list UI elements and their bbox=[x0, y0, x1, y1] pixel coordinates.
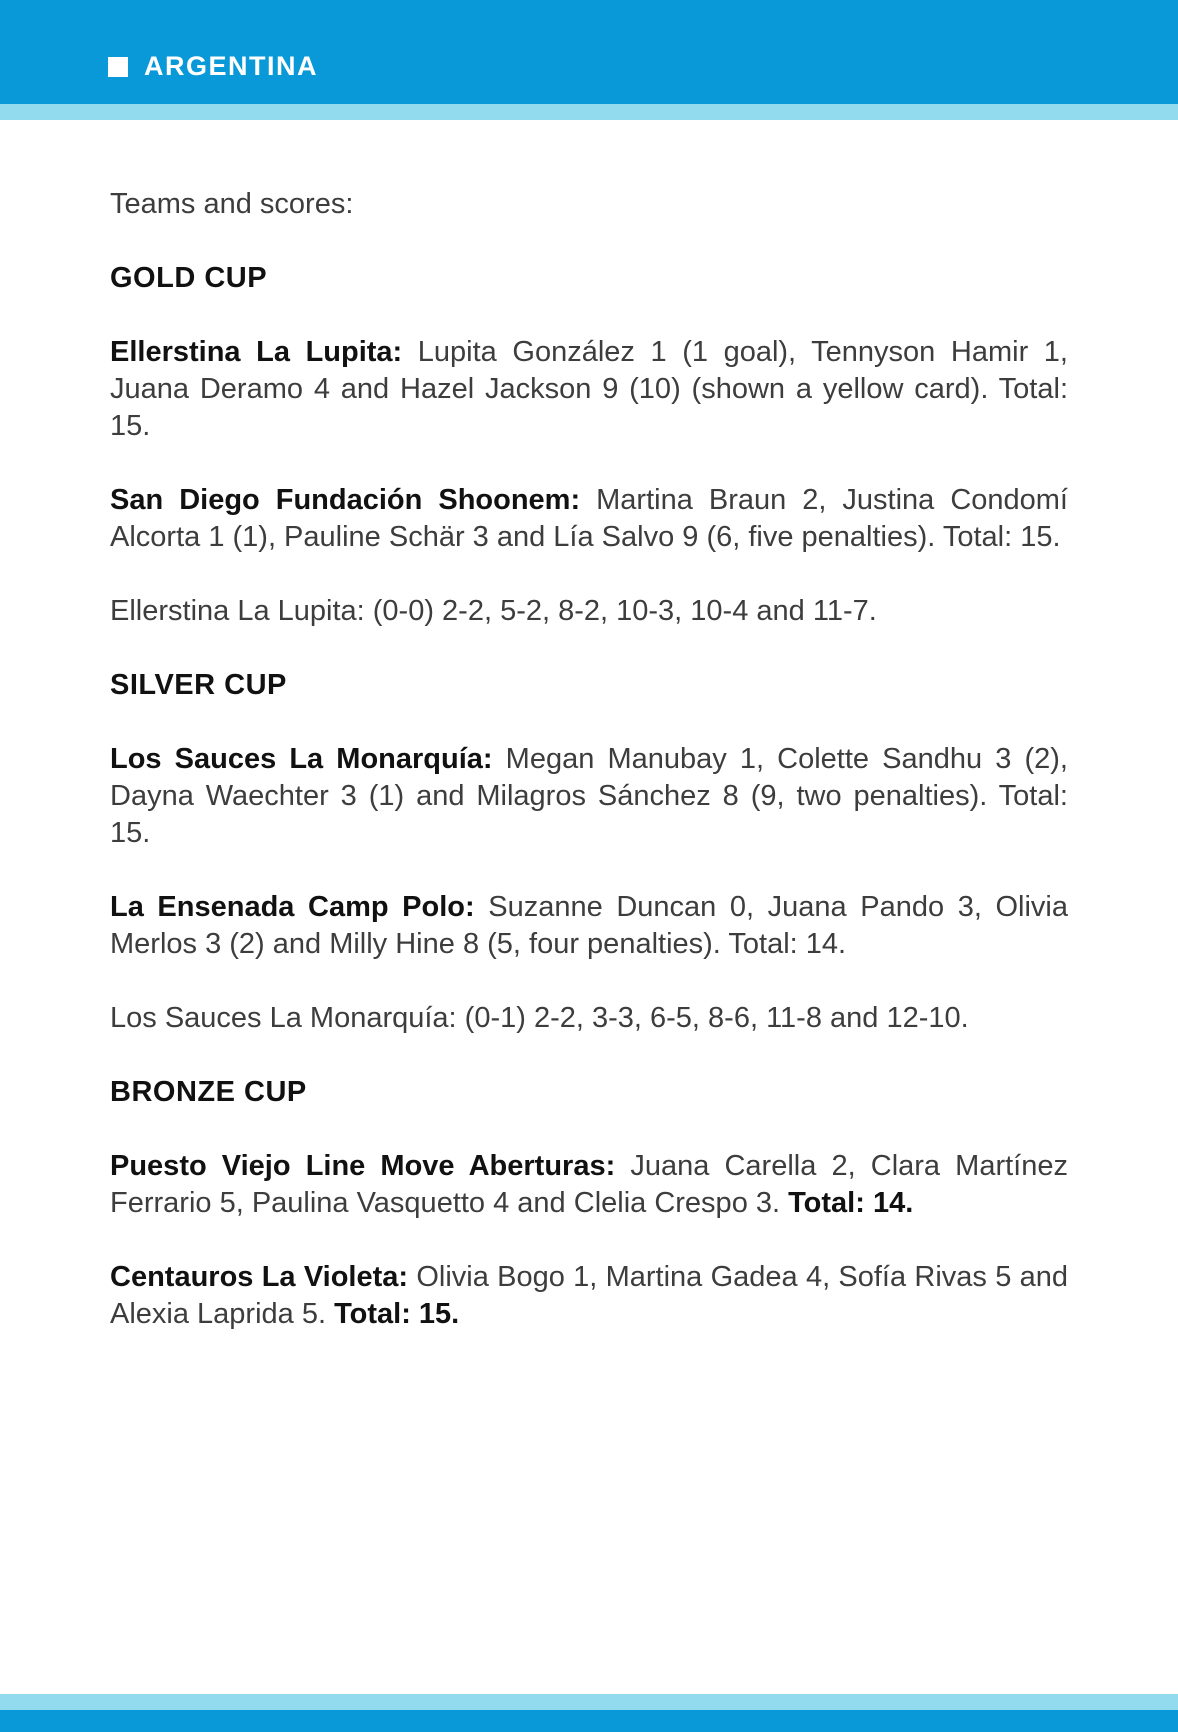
progression-line: Los Sauces La Monarquía: (0-1) 2-2, 3-3, 6-5, 8-6, 11-8 and 12-10. bbox=[110, 1002, 969, 1034]
header-bar bbox=[0, 0, 1178, 104]
section-heading-bronze: BRONZE CUP bbox=[110, 1076, 307, 1108]
bottom-stripe bbox=[0, 1694, 1178, 1710]
team-name: Ellerstina La Lupita: bbox=[110, 336, 403, 368]
section-silver-cup bbox=[110, 667, 1068, 1037]
square-bullet-icon bbox=[108, 57, 128, 77]
team-name: Puesto Viejo Line Move Aberturas: bbox=[110, 1150, 616, 1182]
team-result bbox=[110, 889, 1068, 963]
header-title-row bbox=[108, 53, 318, 80]
team-details: Suzanne Duncan 0, Juana Pando 3, Olivia Merlos 3 (2) and Milly Hine 8 (5, four penalties). Total: 14. bbox=[110, 891, 1068, 960]
page-title: ARGENTINA bbox=[144, 51, 318, 81]
team-total: Total: 14. bbox=[788, 1187, 914, 1219]
team-result bbox=[110, 741, 1068, 852]
team-result bbox=[110, 1259, 1068, 1333]
team-result bbox=[110, 1148, 1068, 1222]
section-gold-cup bbox=[110, 260, 1068, 630]
section-heading-silver: SILVER CUP bbox=[110, 669, 287, 701]
team-details: Juana Carella 2, Clara Martínez Ferrario 5, Paulina Vasquetto 4 and Clelia Crespo 3. bbox=[110, 1150, 1068, 1219]
progression-line: Ellerstina La Lupita: (0-0) 2-2, 5-2, 8-2, 10-3, 10-4 and 11-7. bbox=[110, 595, 877, 627]
team-name: Los Sauces La Monarquía: bbox=[110, 743, 493, 775]
team-details: Martina Braun 2, Justina Condomí Alcorta 1 (1), Pauline Schär 3 and Lía Salvo 9 (6, five penalties). Total: 15. bbox=[110, 484, 1068, 553]
team-details: Megan Manubay 1, Colette Sandhu 3 (2), Dayna Waechter 3 (1) and Milagros Sánchez 8 (9, two penalties). Total: 15. bbox=[110, 743, 1068, 849]
team-result bbox=[110, 482, 1068, 556]
footer-bar bbox=[0, 1710, 1178, 1732]
team-details: Lupita González 1 (1 goal), Tennyson Hamir 1, Juana Deramo 4 and Hazel Jackson 9 (10) (shown a yellow card). Total: 15. bbox=[110, 336, 1068, 442]
team-total: Total: 15. bbox=[334, 1298, 460, 1330]
top-stripe bbox=[0, 104, 1178, 120]
section-heading-gold: GOLD CUP bbox=[110, 262, 268, 294]
team-result bbox=[110, 334, 1068, 445]
team-details: Olivia Bogo 1, Martina Gadea 4, Sofía Rivas 5 and Alexia Laprida 5. bbox=[110, 1261, 1068, 1330]
team-name: Centauros La Violeta: bbox=[110, 1261, 409, 1293]
content bbox=[0, 120, 1178, 1694]
team-name: La Ensenada Camp Polo: bbox=[110, 891, 475, 923]
intro-text: Teams and scores: bbox=[110, 188, 354, 220]
team-name: San Diego Fundación Shoonem: bbox=[110, 484, 581, 516]
section-bronze-cup bbox=[110, 1074, 1068, 1333]
